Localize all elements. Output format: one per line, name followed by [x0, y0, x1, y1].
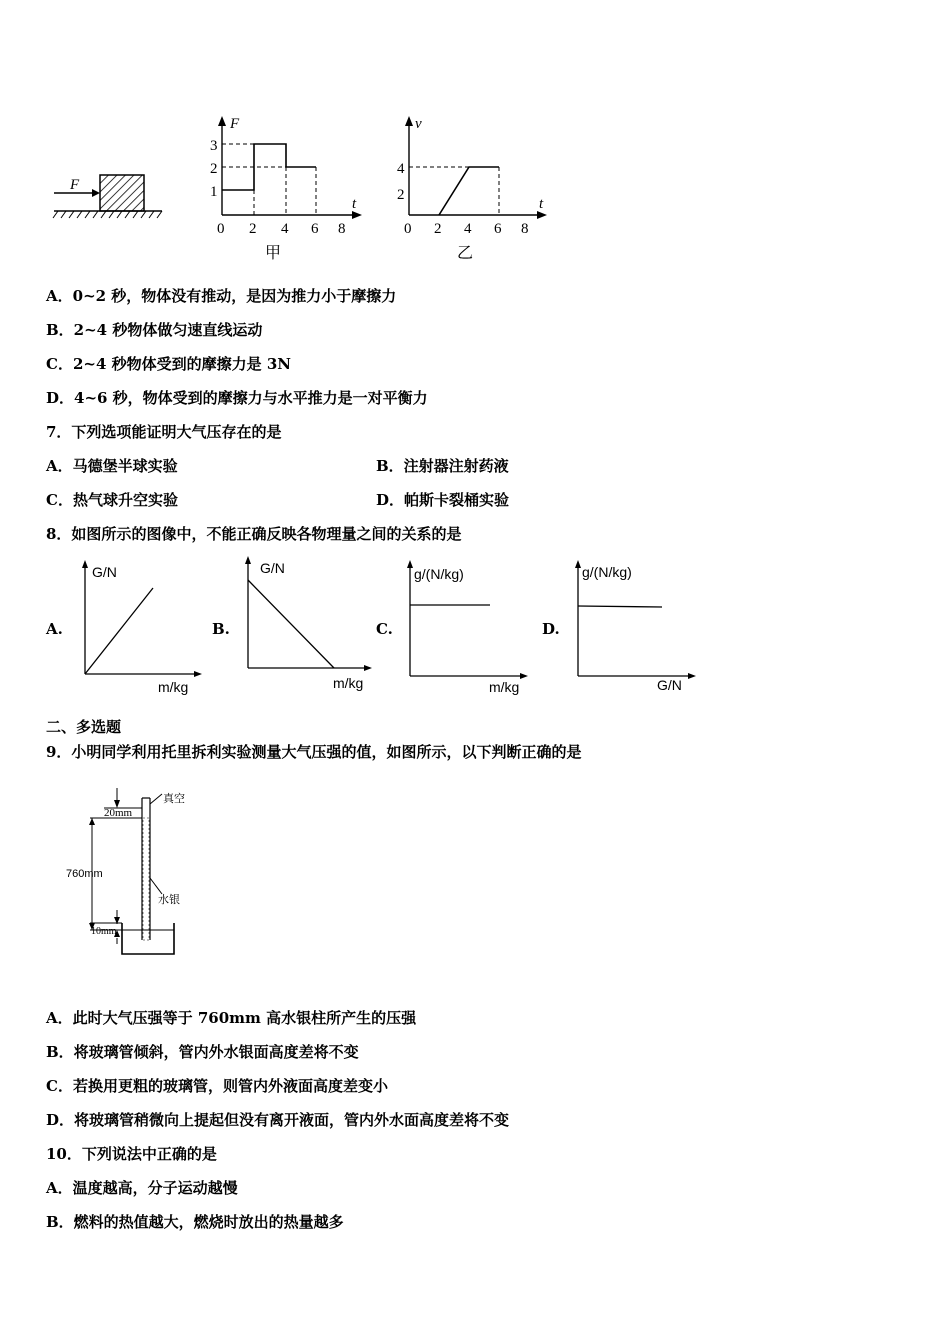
q8-d-line	[578, 606, 662, 607]
yi-y-tick-2: 2	[397, 187, 405, 203]
q7-option-a[interactable]: A．马德堡半球实验	[46, 457, 178, 475]
jia-caption: 甲	[265, 245, 282, 262]
jia-y-axis-label: F	[230, 116, 240, 132]
q8-graph-d[interactable]	[568, 556, 703, 701]
q7-stem: 7．下列选项能证明大气压存在的是	[46, 423, 282, 441]
q8-label-a[interactable]: A.	[46, 620, 63, 638]
block-force-figure	[50, 165, 180, 225]
yi-x-tick-4: 4	[464, 221, 472, 237]
label-mercury: 水银	[158, 894, 180, 906]
block	[100, 175, 144, 211]
q8-b-x-label: m/kg	[333, 675, 364, 691]
label-height: 760mm	[66, 868, 103, 880]
force-label: F	[70, 177, 80, 193]
q9-stem: 9．小明同学利用托里拆利实验测量大气压强的值，如图所示，以下判断正确的是	[46, 743, 582, 761]
q7-option-d[interactable]: D．帕斯卡裂桶实验	[376, 491, 510, 509]
jia-y-tick-3: 3	[210, 138, 218, 154]
jia-x-tick-0: 0	[217, 221, 225, 237]
jia-y-tick-2: 2	[210, 161, 218, 177]
yi-y-axis-label: v	[415, 116, 422, 132]
q8-b-line	[248, 580, 334, 668]
q9-option-a[interactable]: A．此时大气压强等于 760mm 高水银柱所产生的压强	[46, 1009, 417, 1027]
jia-x-tick-6: 6	[311, 221, 319, 237]
yi-x-tick-6: 6	[494, 221, 502, 237]
torricelli-figure	[62, 788, 202, 963]
q6-option-c[interactable]: C．2~4 秒物体受到的摩擦力是 3N	[46, 355, 291, 373]
q8-label-c[interactable]: C.	[376, 620, 393, 638]
q9-option-c[interactable]: C．若换用更粗的玻璃管，则管内外液面高度差变小	[46, 1077, 388, 1095]
q8-d-y-label: g/(N/kg)	[582, 564, 632, 580]
q8-b-y-label: G/N	[260, 560, 285, 576]
q8-a-y-label: G/N	[92, 564, 117, 580]
jia-x-tick-8: 8	[338, 221, 346, 237]
jia-x-tick-4: 4	[281, 221, 289, 237]
q6-option-d[interactable]: D．4~6 秒，物体受到的摩擦力与水平推力是一对平衡力	[46, 389, 428, 407]
q8-graph-a[interactable]	[70, 556, 205, 701]
yi-x-tick-0: 0	[404, 221, 412, 237]
q7-option-b[interactable]: B．注射器注射药液	[376, 457, 509, 475]
jia-x-axis-label: t	[352, 196, 357, 212]
q8-label-b[interactable]: B.	[212, 620, 230, 638]
q8-stem: 8．如图所示的图像中，不能正确反映各物理量之间的关系的是	[46, 525, 462, 543]
jia-x-tick-2: 2	[249, 221, 257, 237]
label-bottom-gap: 10mm	[91, 926, 117, 937]
label-top-gap: 20mm	[104, 807, 133, 819]
q9-option-b[interactable]: B．将玻璃管倾斜，管内外水银面高度差将不变	[46, 1043, 359, 1061]
q8-label-d[interactable]: D.	[542, 620, 560, 638]
q7-option-c[interactable]: C．热气球升空实验	[46, 491, 178, 509]
q9-option-d[interactable]: D．将玻璃管稍微向上提起但没有离开液面，管内外水面高度差将不变	[46, 1111, 510, 1129]
q8-a-line	[85, 588, 153, 674]
q10-stem: 10．下列说法中正确的是	[46, 1145, 217, 1163]
q10-option-a[interactable]: A．温度越高，分子运动越慢	[46, 1179, 238, 1197]
yi-y-tick-4: 4	[397, 161, 405, 177]
q10-option-b[interactable]: B．燃料的热值越大，燃烧时放出的热量越多	[46, 1213, 344, 1231]
q8-c-y-label: g/(N/kg)	[414, 566, 464, 582]
q8-a-x-label: m/kg	[158, 679, 189, 695]
q8-graph-b[interactable]	[236, 552, 376, 697]
yi-x-axis-label: t	[539, 196, 544, 212]
section-title: 二、多选题	[46, 718, 122, 736]
yi-caption: 乙	[457, 245, 474, 262]
yi-x-tick-8: 8	[521, 221, 529, 237]
q8-graph-c[interactable]	[400, 556, 535, 701]
graph-jia	[200, 112, 370, 267]
q6-option-a[interactable]: A．0~2 秒，物体没有推动，是因为推力小于摩擦力	[46, 287, 397, 305]
q8-c-x-label: m/kg	[489, 679, 520, 695]
graph-yi	[393, 112, 563, 267]
q6-option-b[interactable]: B．2~4 秒物体做匀速直线运动	[46, 321, 263, 339]
yi-x-tick-2: 2	[434, 221, 442, 237]
q8-d-x-label: G/N	[657, 677, 682, 693]
label-vacuum: 真空	[163, 793, 185, 805]
jia-y-tick-1: 1	[210, 184, 218, 200]
